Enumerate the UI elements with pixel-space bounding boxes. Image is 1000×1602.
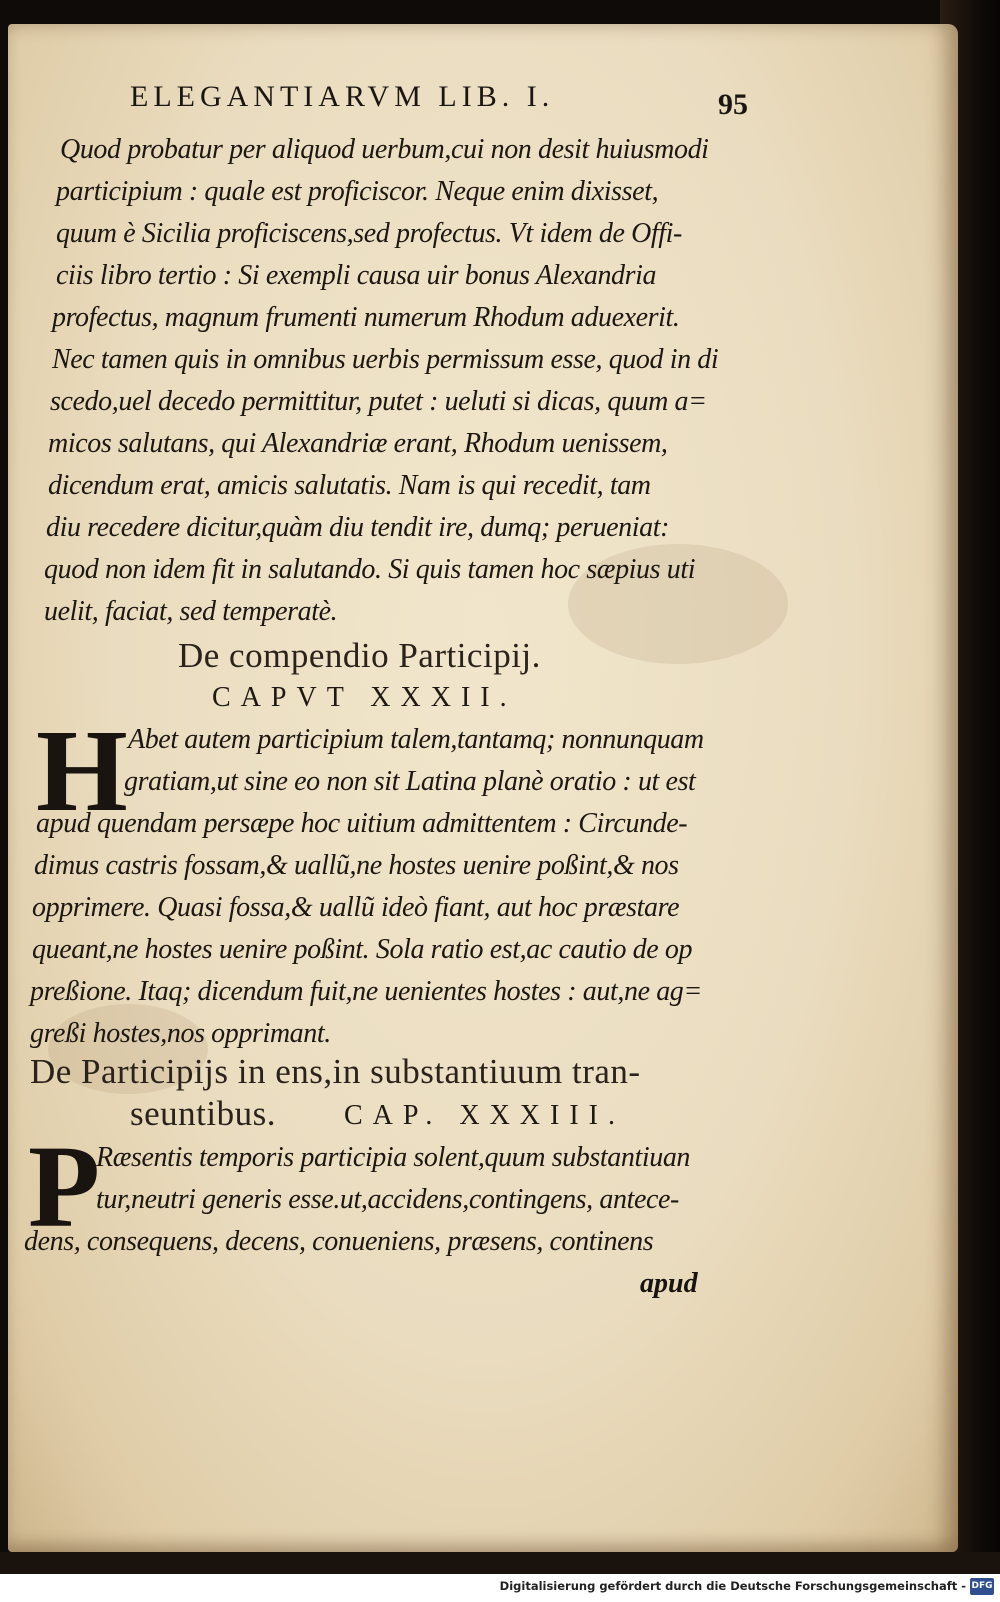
text-line: Abet autem participium talem,tantamq; nonnunquam [128,724,704,755]
text-line: opprimere. Quasi fossa,& uallũ ideò fiant, aut hoc præstare [32,892,680,923]
section-heading: De compendio Participij. [178,636,541,675]
section-heading-continued: seuntibus. [130,1094,276,1133]
text-line: tur,neutri generis esse.ut,accidens,contingens, antece- [96,1184,679,1215]
dfg-logo-icon: DFG [970,1578,994,1595]
text-line: participium : quale est proficiscor. Neque enim dixisset, [56,176,659,207]
text-line: dicendum erat, amicis salutatis. Nam is qui recedit, tam [48,470,651,501]
running-head: ELEGANTIARVM LIB. I. [130,80,555,113]
text-line: greßi hostes,nos opprimant. [30,1018,331,1049]
page-number: 95 [718,88,748,121]
text-line: queant,ne hostes uenire poßint. Sola ratio est,ac cautio de op [32,934,693,965]
text-line: uelit, faciat, sed temperatè. [44,596,338,627]
digitization-footer [0,1574,1000,1602]
scan-margin [0,1552,1000,1574]
chapter-number: CAPVT XXXII. [212,682,517,713]
text-line: dens, consequens, decens, conueniens, præsens, continens [24,1226,654,1257]
text-line: dimus castris fossam,& uallũ,ne hostes uenire poßint,& nos [34,850,679,881]
text-line: ciis libro tertio : Si exempli causa uir bonus Alexandria [56,260,657,291]
catchword: apud [640,1268,698,1299]
text-line: quod non idem fit in salutando. Si quis tamen hoc sæpius uti [44,554,696,585]
text-line: profectus, magnum frumenti numerum Rhodum aduexerit. [52,302,680,333]
funding-notice: Digitalisierung gefördert durch die Deutsche Forschungsgemeinschaft - [499,1579,966,1593]
decorated-initial: H [36,705,128,836]
decorated-initial: P [28,1121,101,1252]
text-line: preßione. Itaq; dicendum fuit,ne uenientes hostes : aut,ne ag= [30,976,702,1007]
text-line: micos salutans, qui Alexandriæ erant, Rhodum uenissem, [48,428,668,459]
text-line: diu recedere dicitur,quàm diu tendit ire, dumq; perueniat: [46,512,670,543]
text-line: gratiam,ut sine eo non sit Latina planè oratio : ut est [124,766,696,797]
text-line: scedo,uel decedo permittitur, putet : ueluti si dicas, quum a= [50,386,707,417]
text-line: apud quendam persæpe hoc uitium admittentem : Circunde- [36,808,688,839]
section-heading: De Participijs in ens,in substantiuum tran- [30,1052,641,1091]
text-line: Ræsentis temporis participia solent,quum substantiuan [96,1142,691,1173]
chapter-number: CAP. XXXIII. [344,1100,625,1131]
text-line: Nec tamen quis in omnibus uerbis permissum esse, quod in di [52,344,719,375]
text-line: Quod probatur per aliquod uerbum,cui non desit huiusmodi [60,134,709,165]
text-line: quum è Sicilia proficiscens,sed profectus. Vt idem de Offi- [56,218,682,249]
